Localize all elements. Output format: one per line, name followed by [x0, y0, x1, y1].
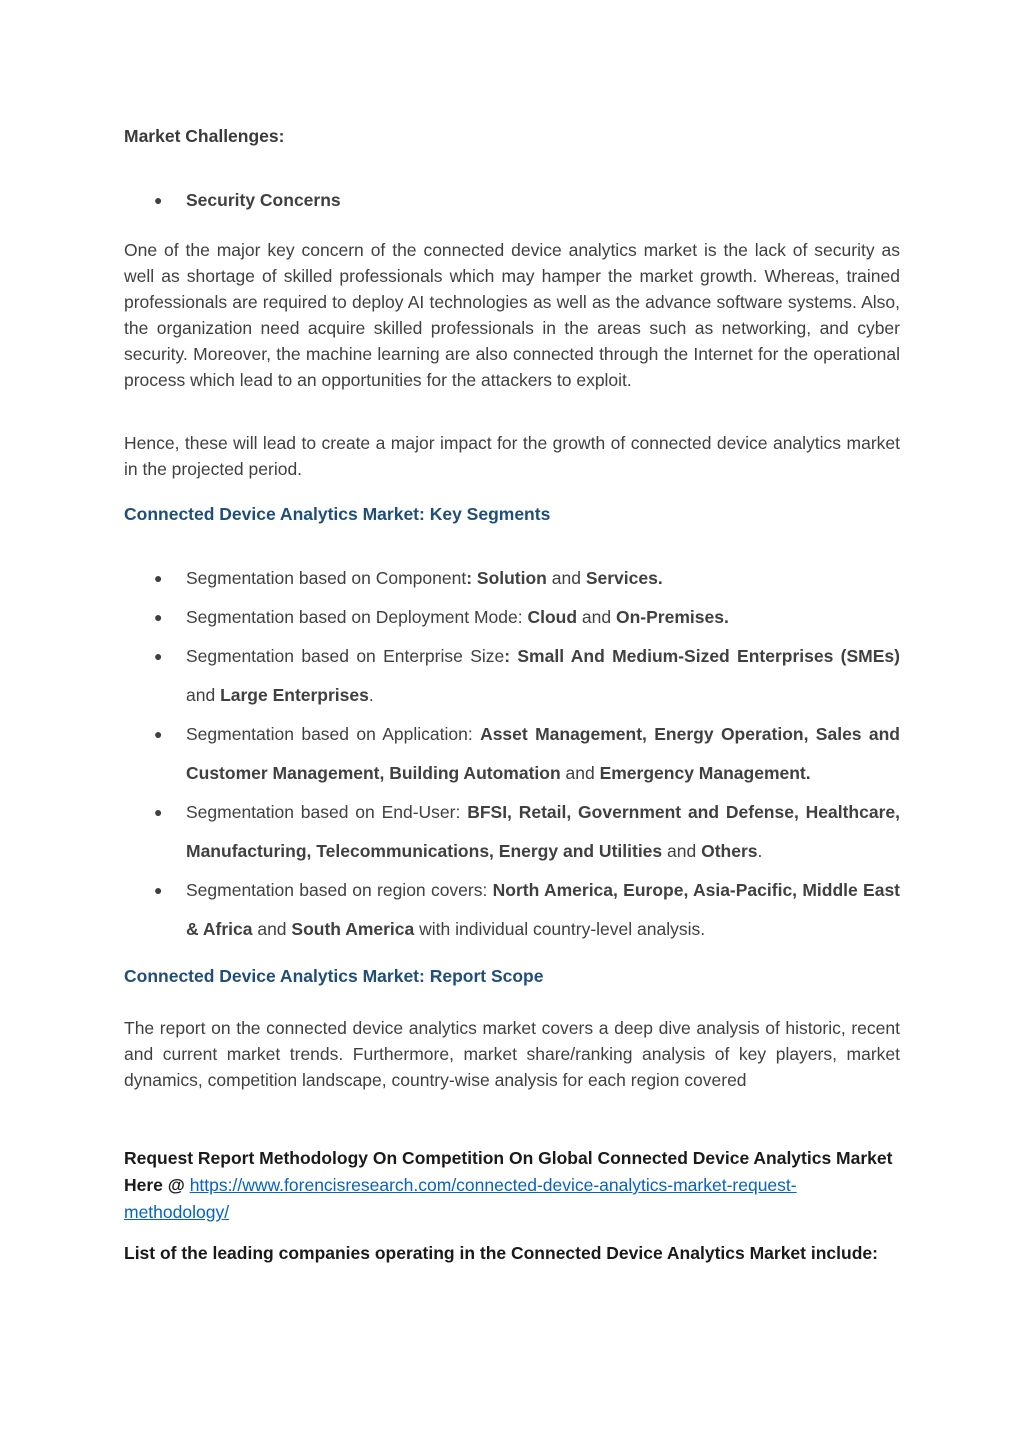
- bullet-icon: ●: [154, 726, 163, 742]
- segment-text: .: [757, 841, 763, 861]
- segment-value: Large Enterprises: [220, 685, 369, 705]
- bullet-icon: ●: [154, 882, 163, 898]
- market-challenges-heading: Market Challenges:: [124, 126, 285, 146]
- segment-text: with individual country-level analysis.: [414, 919, 706, 939]
- security-bullet-item: [124, 186, 900, 214]
- segment-text: and: [662, 841, 702, 861]
- segment-value: On-Premises.: [615, 607, 729, 627]
- report-scope-paragraph: The report on the connected device analytics market covers a deep dive analysis of historic, recent and current market trends. Furthermore, market share/ranking analysis of key players, market dynamics, competition landscape, country-wise analysis for each region covered: [124, 1018, 900, 1090]
- leading-companies-heading: List of the leading companies operating in the Connected Device Analytics Market include:: [124, 1243, 878, 1263]
- list-item: [124, 793, 900, 871]
- list-item: [124, 559, 900, 598]
- segment-value: : Small And Medium-Sized Enterprises (SMEs): [504, 646, 900, 666]
- segment-text: .: [368, 685, 374, 705]
- segment-text: and: [546, 568, 586, 588]
- segment-text: and: [577, 607, 616, 627]
- segment-value: Emergency Management.: [599, 763, 811, 783]
- segment-value: North America, Europe, Asia-Pacific, Middle East & Africa: [186, 880, 901, 939]
- request-methodology-text: Request Report Methodology On Competition On Global Connected Device Analytics Market Here @: [124, 1148, 893, 1195]
- segment-text: Segmentation based on Component: [186, 568, 467, 588]
- segment-value: South America: [291, 919, 415, 939]
- segment-text: Segmentation based on Application:: [186, 724, 481, 744]
- report-scope-heading: Connected Device Analytics Market: Report Scope: [124, 966, 544, 986]
- segment-text: Segmentation based on End-User:: [186, 802, 468, 822]
- methodology-link[interactable]: https://www.forencisresearch.com/connected-device-analytics-market-request-methodology/: [124, 1175, 797, 1222]
- segment-text: and: [560, 763, 600, 783]
- segment-value: Others: [701, 841, 758, 861]
- bullet-icon: ●: [154, 609, 163, 625]
- segment-text: Segmentation based on Deployment Mode:: [186, 607, 528, 627]
- list-item: [124, 715, 900, 793]
- list-item: [124, 598, 900, 637]
- segment-value: Cloud: [527, 607, 578, 627]
- list-item: [124, 871, 900, 949]
- bullet-icon: ●: [154, 804, 163, 820]
- bullet-icon: ●: [154, 192, 163, 208]
- bullet-icon: ●: [154, 648, 163, 664]
- security-concerns-label: Security Concerns: [186, 190, 341, 210]
- challenges-paragraph: One of the major key concern of the connected device analytics market is the lack of security as well as shortage of skilled professionals which may hamper the market growth. Whereas, trained professionals are required to deploy AI technologies as well as the advance software systems. Also, the organization need acquire skilled professionals in the areas such as networking, and cyber security. Moreover, the machine learning are also connected through the Internet for the operational process which lead to an opportunities for the attackers to exploit.: [124, 240, 900, 390]
- impact-paragraph: Hence, these will lead to create a major impact for the growth of connected device analytics market in the projected period.: [124, 433, 900, 479]
- list-item: [124, 637, 900, 715]
- segment-value: Services.: [585, 568, 663, 588]
- segments-list: [124, 559, 900, 949]
- key-segments-heading: Connected Device Analytics Market: Key Segments: [124, 504, 551, 524]
- segment-text: Segmentation based on Enterprise Size: [186, 646, 505, 666]
- segment-value: Asset Management, Energy Operation, Sales and Customer Management, Building Automation: [186, 724, 901, 783]
- segment-text: and: [186, 685, 221, 705]
- segment-text: and: [252, 919, 292, 939]
- request-methodology-paragraph: [124, 1145, 900, 1226]
- segment-value: BFSI, Retail, Government and Defense, Healthcare, Manufacturing, Telecommunications, Energy and Utilities: [186, 802, 900, 861]
- bullet-icon: ●: [154, 570, 163, 586]
- segment-value: : Solution: [466, 568, 547, 588]
- segment-text: Segmentation based on region covers:: [186, 880, 493, 900]
